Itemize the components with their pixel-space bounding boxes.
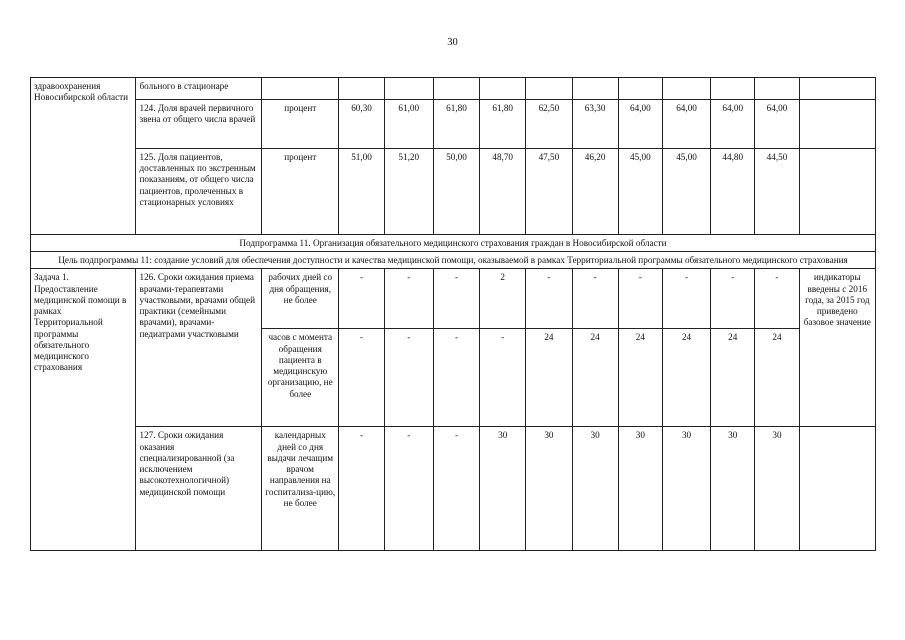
unit-cell: рабочих дней со дня обращения, не более — [262, 269, 339, 329]
subprogram-goal: Цель подпрограммы 11: создание условий для обеспечения доступности и качества медицинской помощи, оказываемой в рамках Территориальной программы обязательного медицинского страхования — [31, 252, 876, 269]
table-row — [31, 427, 876, 551]
value-cell: 50,00 — [433, 149, 479, 235]
unit-cell: часов с момента обращения пациента в медицинскую организацию, не более — [262, 329, 339, 427]
value-cell: - — [662, 269, 710, 329]
table-row — [31, 100, 876, 149]
value-cell: 46,20 — [572, 149, 618, 235]
value-cell: - — [339, 329, 384, 427]
value-cell: 61,00 — [384, 100, 433, 149]
value-cell: 44,80 — [711, 149, 755, 235]
unit-cell: процент — [262, 149, 339, 235]
value-cell: 61,80 — [433, 100, 479, 149]
indicator-cell: 124. Доля врачей первичного звена от общего числа врачей — [136, 100, 262, 149]
value-cell: - — [339, 269, 384, 329]
responsible-cell: здравоохранения Новосибирской области — [31, 78, 136, 235]
value-cell: 30 — [526, 427, 572, 551]
value-cell: 61,80 — [480, 100, 526, 149]
value-cell: 2 — [480, 269, 526, 329]
value-cell: 45,00 — [662, 149, 710, 235]
value-cell: - — [339, 427, 384, 551]
value-cell: 24 — [572, 329, 618, 427]
value-cell: 45,00 — [618, 149, 662, 235]
value-cell: - — [526, 269, 572, 329]
unit-cell: процент — [262, 100, 339, 149]
indicator-cell: больного в стационаре — [136, 78, 262, 100]
indicators-table — [30, 77, 876, 551]
value-cell: 24 — [711, 329, 755, 427]
value-cell: 51,00 — [339, 149, 384, 235]
value-cell: 51,20 — [384, 149, 433, 235]
table-row — [31, 235, 876, 252]
value-cell: - — [384, 329, 433, 427]
value-cell: 63,30 — [572, 100, 618, 149]
value-cell: 24 — [662, 329, 710, 427]
page-number: 30 — [447, 37, 458, 48]
value-cell: - — [711, 269, 755, 329]
subprogram-title: Подпрограмма 11. Организация обязательного медицинского страхования граждан в Новосибирской области — [31, 235, 876, 252]
value-cell: 24 — [618, 329, 662, 427]
value-cell: 30 — [711, 427, 755, 551]
value-cell: - — [433, 269, 479, 329]
indicator-cell: 126. Сроки ожидания приема врачами-терапевтами участковыми, врачами общей практики (семейными врачами), врачами-педиатрами участковыми — [136, 269, 262, 427]
table-row — [31, 252, 876, 269]
value-cell: - — [433, 427, 479, 551]
indicator-cell: 127. Сроки ожидания оказания специализированной (за исключением высокотехнологичной) медицинской помощи — [136, 427, 262, 551]
indicator-cell: 125. Доля пациентов, доставленных по экстренным показаниям, от общего числа пациентов, пролеченных в стационарных условиях — [136, 149, 262, 235]
value-cell: 30 — [755, 427, 799, 551]
note-cell: индикаторы введены с 2016 года, за 2015 год приведено базовое значение — [799, 269, 875, 427]
value-cell: - — [384, 427, 433, 551]
value-cell: 30 — [572, 427, 618, 551]
value-cell: 64,00 — [711, 100, 755, 149]
value-cell: 64,00 — [618, 100, 662, 149]
unit-cell: календарных дней со дня выдачи лечащим врачом направления на госпитализа-цию, не более — [262, 427, 339, 551]
value-cell: - — [755, 269, 799, 329]
task-cell: Задача 1. Предоставление медицинской помощи в рамках Территориальной программы обязательного медицинского страхования — [31, 269, 136, 551]
value-cell: - — [433, 329, 479, 427]
value-cell: 64,00 — [755, 100, 799, 149]
value-cell: 60,30 — [339, 100, 384, 149]
value-cell: - — [618, 269, 662, 329]
value-cell: - — [572, 269, 618, 329]
value-cell: 44,50 — [755, 149, 799, 235]
value-cell: 48,70 — [480, 149, 526, 235]
table-row — [31, 149, 876, 235]
table-row — [31, 269, 876, 329]
value-cell: 24 — [755, 329, 799, 427]
value-cell: 30 — [480, 427, 526, 551]
value-cell: 47,50 — [526, 149, 572, 235]
value-cell: 64,00 — [662, 100, 710, 149]
value-cell: 30 — [618, 427, 662, 551]
value-cell: 62,50 — [526, 100, 572, 149]
table-row — [31, 78, 876, 100]
value-cell: 30 — [662, 427, 710, 551]
value-cell: - — [480, 329, 526, 427]
value-cell: 24 — [526, 329, 572, 427]
value-cell: - — [384, 269, 433, 329]
